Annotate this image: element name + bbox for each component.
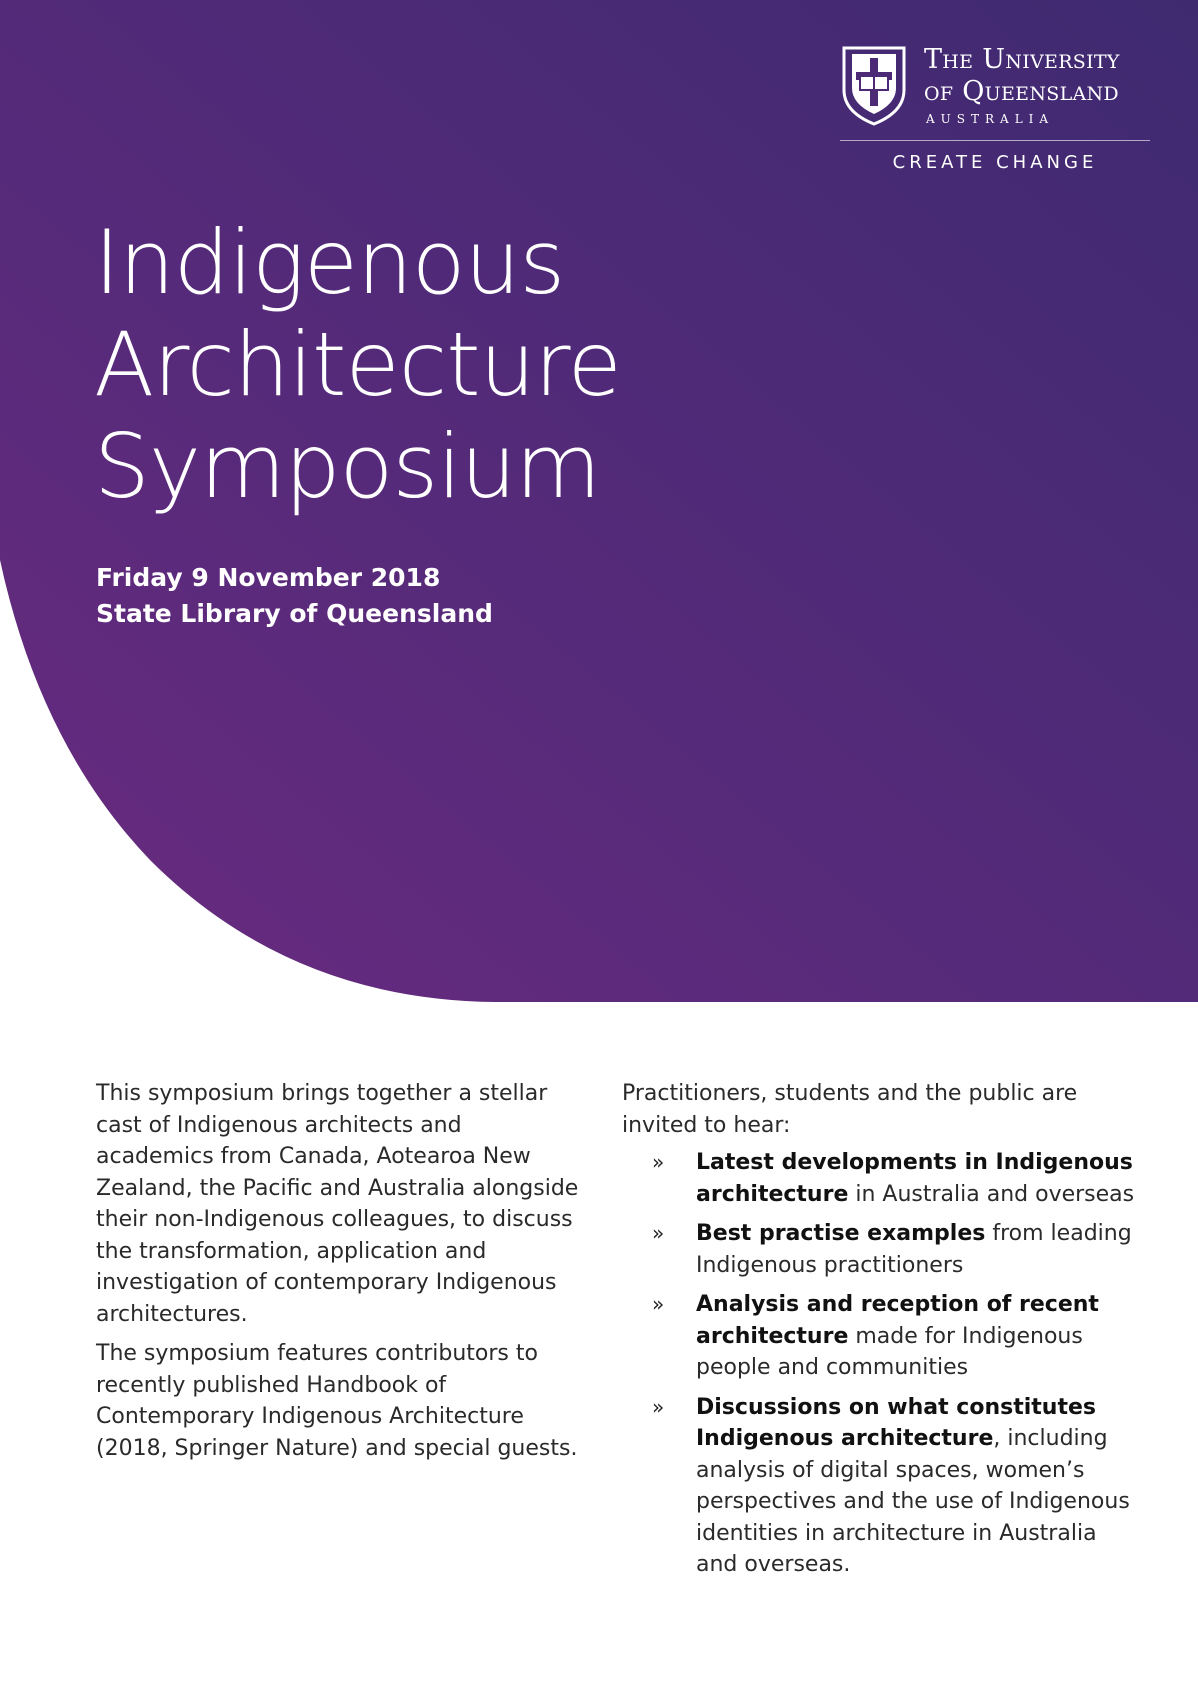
title-line-2: Architecture bbox=[94, 313, 621, 416]
title-line-1: Indigenous bbox=[94, 211, 565, 314]
event-details bbox=[96, 560, 493, 632]
uq-crest-icon bbox=[840, 44, 908, 126]
topics-list bbox=[622, 1147, 1142, 1581]
brand-tagline: CREATE CHANGE bbox=[892, 152, 1098, 173]
list-item-bold: Discussions on what constitutes Indigenous architecture bbox=[696, 1394, 1096, 1451]
bullet-marker-icon: » bbox=[652, 1150, 665, 1174]
invite-column bbox=[622, 1078, 1142, 1589]
event-venue: State Library of Queensland bbox=[96, 599, 493, 628]
list-item-bold: Latest developments in Indigenous architecture bbox=[696, 1150, 1133, 1207]
university-name bbox=[924, 44, 1150, 108]
event-date: Friday 9 November 2018 bbox=[96, 563, 441, 592]
list-item-text: from leading Indigenous practitioners bbox=[696, 1221, 1132, 1278]
bullet-marker-icon: » bbox=[652, 1394, 665, 1419]
list-item bbox=[622, 1289, 1142, 1384]
list-item bbox=[622, 1392, 1142, 1581]
intro-paragraph-2: The symposium features contributors to recently published Handbook of Contemporary Indigenous Architecture (2018, Springer Nature) and special guests. bbox=[96, 1341, 578, 1461]
list-item-text: made for Indigenous people and communities bbox=[696, 1323, 1083, 1380]
intro-paragraph-1: This symposium brings together a stellar cast of Indigenous architects and academics from Canada, Aotearoa New Zealand, the Pacific and Australia alongside their non-Indigenous colleagues, to discuss the transformation, application and investigation of contemporary Indigenous architectures. bbox=[96, 1081, 579, 1327]
logo-divider bbox=[840, 140, 1150, 141]
university-name-line2: of Queensland bbox=[924, 76, 1119, 107]
university-logo bbox=[840, 44, 1150, 184]
list-item-text: , including analysis of digital spaces, women’s perspectives and the use of Indigenous identities in architecture in Australia and overseas. bbox=[696, 1426, 1130, 1577]
university-country: AUSTRALIA bbox=[926, 112, 1055, 126]
list-item bbox=[622, 1147, 1142, 1210]
bullet-marker-icon: » bbox=[652, 1221, 665, 1245]
bullet-marker-icon: » bbox=[652, 1292, 665, 1316]
list-item bbox=[622, 1218, 1142, 1281]
list-item-text: in Australia and overseas bbox=[848, 1181, 1135, 1207]
university-name-line1: The University bbox=[924, 44, 1120, 75]
invite-lead: Practitioners, students and the public are invited to hear: bbox=[622, 1081, 1078, 1138]
intro-column bbox=[96, 1078, 586, 1472]
list-item-bold: Best practise examples bbox=[696, 1221, 986, 1246]
title-line-3: Symposium bbox=[94, 415, 601, 518]
page-title bbox=[94, 212, 854, 518]
list-item-bold: Analysis and reception of recent architecture bbox=[696, 1292, 1099, 1349]
